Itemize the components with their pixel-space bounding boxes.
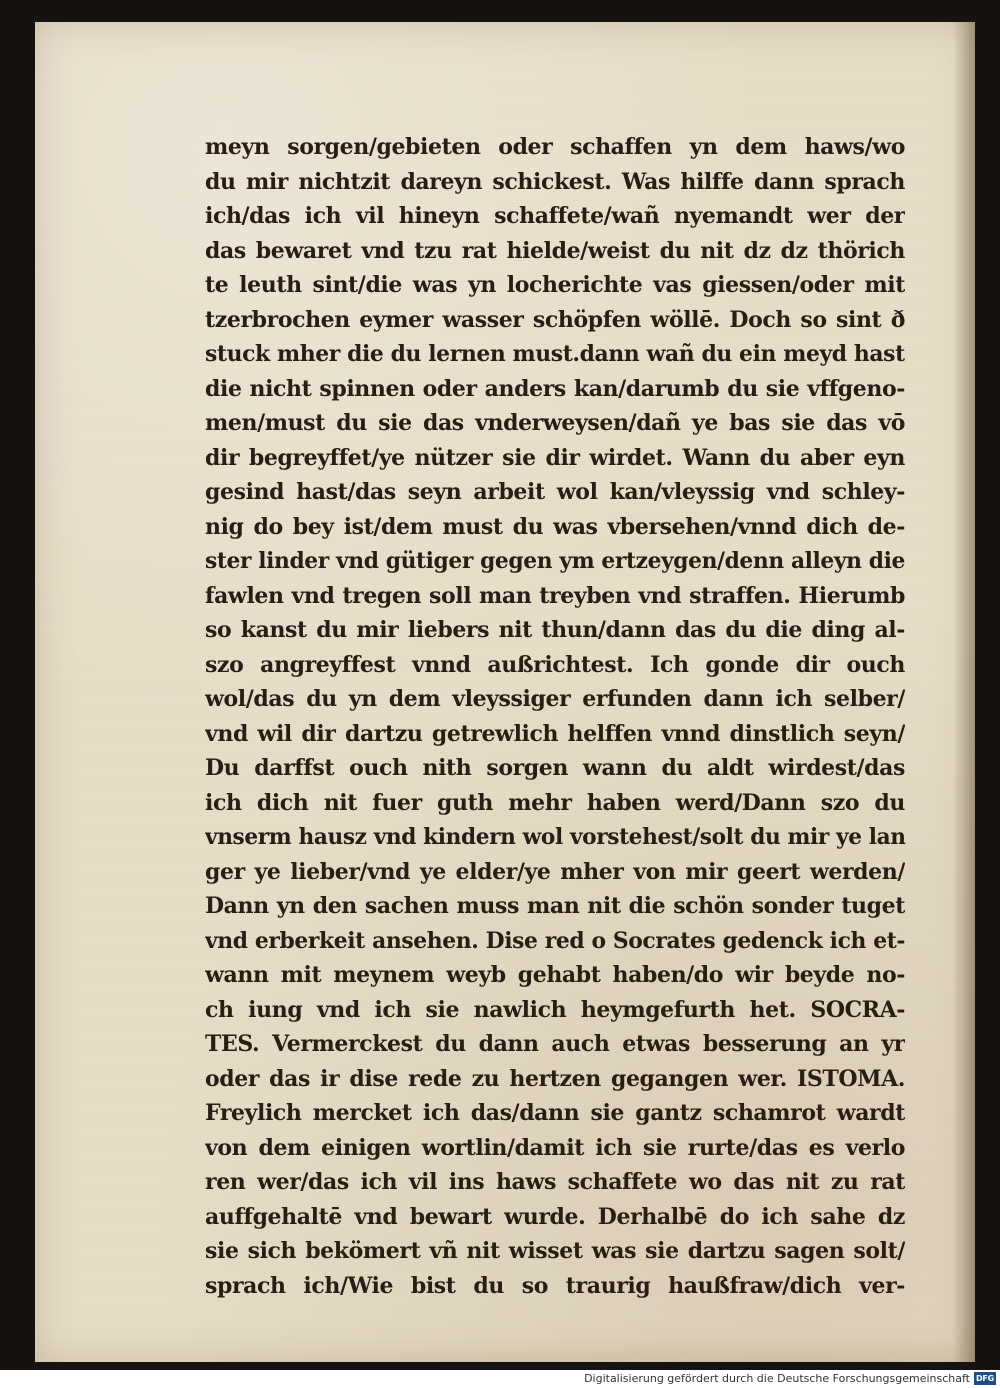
text-line: wann mit meynem weyb gehabt haben/do wir beyde no-	[205, 962, 905, 988]
text-line: sprach ich/Wie bist du so traurig haußfraw/dich ver-	[205, 1272, 905, 1299]
text-line: szo angreyffest vnnd außrichtest. Ich gonde dir ouch	[205, 651, 905, 678]
text-line: dir begreyffet/ye nützer sie dir wirdet. Wann du aber eyn	[205, 444, 905, 471]
text-line: te leuth sint/die was yn locherichte vas giessen/oder mit	[205, 272, 905, 298]
text-line: nig do bey ist/dem must du was vbersehen/vnnd dich de-	[205, 513, 905, 540]
text-line: Du darffst ouch nith sorgen wann du aldt wirdest/das	[205, 755, 905, 781]
text-line: von dem einigen wortlin/damit ich sie rurte/das es verlo	[205, 1134, 905, 1161]
text-line: wol/das du yn dem vleyssiger erfunden dann ich selber/	[205, 686, 905, 712]
text-line: du mir nichtzit dareyn schickest. Was hilffe dann sprach	[205, 168, 905, 195]
text-line: tzerbrochen eymer wasser schöpfen wöllē. Doch so sint ð	[205, 306, 905, 333]
text-line: ster linder vnd gütiger gegen ym ertzeygen/denn alleyn die	[205, 548, 905, 574]
text-line: so kanst du mir liebers nit thun/dann das du die ding al-	[205, 617, 905, 643]
text-line: vnd wil dir dartzu getrewlich helffen vnnd dinstlich seyn/	[205, 720, 905, 747]
text-line: gesind hast/das seyn arbeit wol kan/vleyssig vnd schley-	[205, 479, 905, 505]
text-line: ren wer/das ich vil ins haws schaffete wo das nit zu rat	[205, 1169, 905, 1195]
text-line: ger ye lieber/vnd ye elder/ye mher von mir geert werden/	[205, 858, 905, 885]
page-edge-shadow	[953, 22, 975, 1362]
text-line: ich/das ich vil hineyn schaffete/wañ nyemandt wer der	[205, 203, 905, 229]
printed-text-block	[205, 130, 905, 1303]
text-line: ich dich nit fuer guth mehr haben werd/Dann szo du	[205, 789, 905, 816]
text-line: TES. Vermerckest du dann auch etwas besserung an yr	[205, 1031, 905, 1057]
text-line: auffgehaltē vnd bewart wurde. Derhalbē do ich sahe dz	[205, 1203, 905, 1230]
text-line: sie sich bekömert vñ nit wisset was sie dartzu sagen solt/	[205, 1238, 905, 1264]
text-line: oder das ir dise rede zu hertzen gegangen wer. ISTOMA.	[205, 1065, 905, 1092]
dfg-logo-icon: DFG	[975, 1374, 995, 1383]
funding-credit: Digitalisierung gefördert durch die Deutsche Forschungsgemeinschaft	[584, 1372, 970, 1385]
text-line: men/must du sie das vnderweysen/dañ ye bas sie das vō	[205, 410, 905, 436]
text-line: stuck mher die du lernen must.dann wañ du ein meyd hast	[205, 341, 905, 367]
text-line: vnd erberkeit ansehen. Dise red o Socrates gedenck ich et-	[205, 927, 906, 954]
text-line: ch iung vnd ich sie nawlich heymgefurth het. SOCRA-	[205, 996, 905, 1023]
text-line: die nicht spinnen oder anders kan/darumb du sie vffgeno-	[205, 375, 905, 402]
text-line: das bewaret vnd tzu rat hielde/weist du nit dz dz thörich	[205, 237, 905, 264]
text-line: fawlen vnd tregen soll man treyben vnd straffen. Hierumb	[205, 582, 905, 609]
text-line: meyn sorgen/gebieten oder schaffen yn dem haws/wo	[205, 134, 905, 160]
text-line: Freylich mercket ich das/dann sie gantz schamrot wardt	[205, 1100, 905, 1126]
text-line: Dann yn den sachen muss man nit die schön sonder tuget	[205, 893, 905, 919]
text-line: vnserm hausz vnd kindern wol vorstehest/solt du mir ye lan	[205, 824, 906, 850]
